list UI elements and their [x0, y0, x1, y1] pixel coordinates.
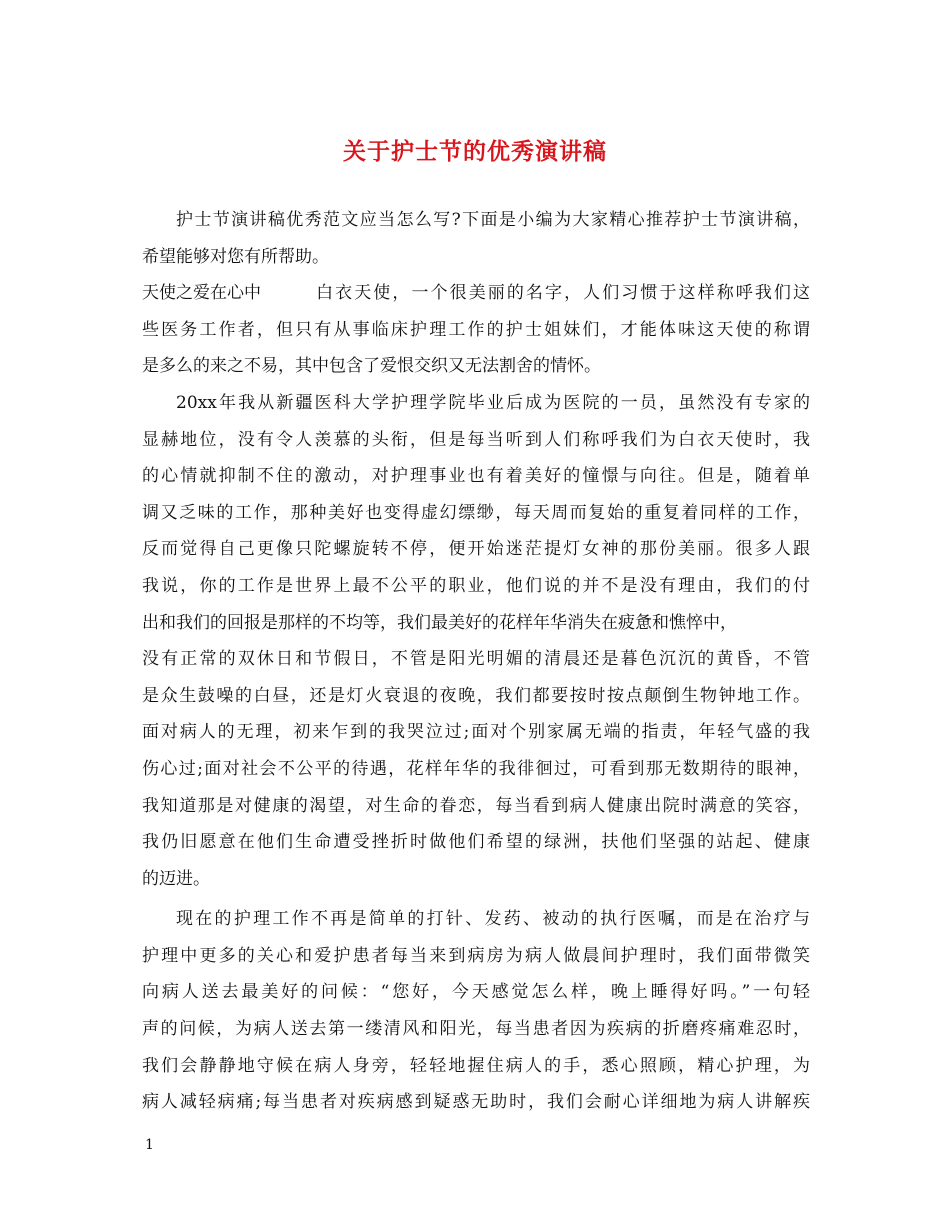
- text-line: 向病人送去最美好的问候：“您好，今天感觉怎么样，晚上睡得好吗。”一句轻: [142, 982, 810, 1003]
- document-body: [142, 202, 810, 1121]
- text-line: 白衣天使，一个很美丽的名字，人们习惯于这样称呼我们这: [314, 283, 810, 304]
- text-line: 没有正常的双休日和节假日，不管是阳光明媚的清晨还是暮色沉沉的黄昏，不管: [142, 649, 810, 670]
- section-heading: 天使之爱在心中: [142, 283, 261, 304]
- text-line: 20xx年我从新疆医科大学护理学院毕业后成为医院的一员，虽然没有专家的: [176, 392, 810, 413]
- text-line: 面对病人的无理，初来乍到的我哭泣过;面对个别家属无端的指责，年轻气盛的我: [142, 722, 810, 743]
- text-line: 我知道那是对健康的渴望，对生命的眷恋，每当看到病人健康出院时满意的笑容，: [142, 795, 810, 816]
- text-line: 是众生鼓噪的白昼，还是灯火衰退的夜晚，我们都要按时按点颠倒生物钟地工作。: [142, 685, 810, 706]
- text-line: 我仍旧愿意在他们生命遭受挫折时做他们希望的绿洲，扶他们坚强的站起、健康: [142, 832, 810, 853]
- text-line: 反而觉得自己更像只陀螺旋转不停，便开始迷茫提灯女神的那份美丽。很多人跟: [142, 539, 810, 560]
- page-number: 1: [145, 1137, 154, 1153]
- text-line: 希望能够对您有所帮助。: [142, 246, 329, 267]
- text-line: 的迈进。: [142, 868, 210, 889]
- paragraph-experience: [142, 385, 810, 897]
- text-line: 现在的护理工作不再是简单的打针、发药、被动的执行医嘱，而是在治疗与: [176, 909, 810, 930]
- paragraph-modern-nursing: [142, 901, 810, 1121]
- paragraph-intro: [142, 202, 810, 275]
- text-line: 我们会静静地守候在病人身旁，轻轻地握住病人的手，悉心照顾，精心护理，为: [142, 1055, 810, 1076]
- text-line: 是多么的来之不易，其中包含了爱恨交织又无法割舍的情怀。: [142, 356, 601, 377]
- text-line: 声的问候，为病人送去第一缕清风和阳光，每当患者因为疾病的折磨疼痛难忍时，: [142, 1019, 810, 1040]
- text-line: 伤心过;面对社会不公平的待遇，花样年华的我徘徊过，可看到那无数期待的眼神，: [142, 758, 810, 779]
- text-line: 调又乏味的工作，那种美好也变得虚幻缥缈，每天周而复始的重复着同样的工作，: [142, 502, 810, 523]
- text-line: 些医务工作者，但只有从事临床护理工作的护士姐妹们，才能体味这天使的称谓: [142, 319, 810, 340]
- text-line: 显赫地位，没有令人羡慕的头衔，但是每当听到人们称呼我们为白衣天使时，我: [142, 429, 810, 450]
- text-line: 护士节演讲稿优秀范文应当怎么写?下面是小编为大家精心推荐护士节演讲稿，: [176, 210, 810, 230]
- text-line: 出和我们的回报是那样的不均等，我们最美好的花样年华消失在疲惫和憔悴中，: [142, 612, 737, 633]
- paragraph-angel: [142, 275, 810, 385]
- text-line: 病人减轻病痛;每当患者对疾病感到疑惑无助时，我们会耐心详细地为病人讲解疾: [142, 1092, 810, 1113]
- text-line: 护理中更多的关心和爱护患者每当来到病房为病人做晨间护理时，我们面带微笑: [142, 945, 810, 966]
- document-title: 关于护士节的优秀演讲稿: [343, 139, 607, 165]
- text-line: 的心情就抑制不住的激动，对护理事业也有着美好的憧憬与向往。但是，随着单: [142, 466, 810, 487]
- text-line: 我说，你的工作是世界上最不公平的职业，他们说的并不是没有理由，我们的付: [142, 575, 810, 596]
